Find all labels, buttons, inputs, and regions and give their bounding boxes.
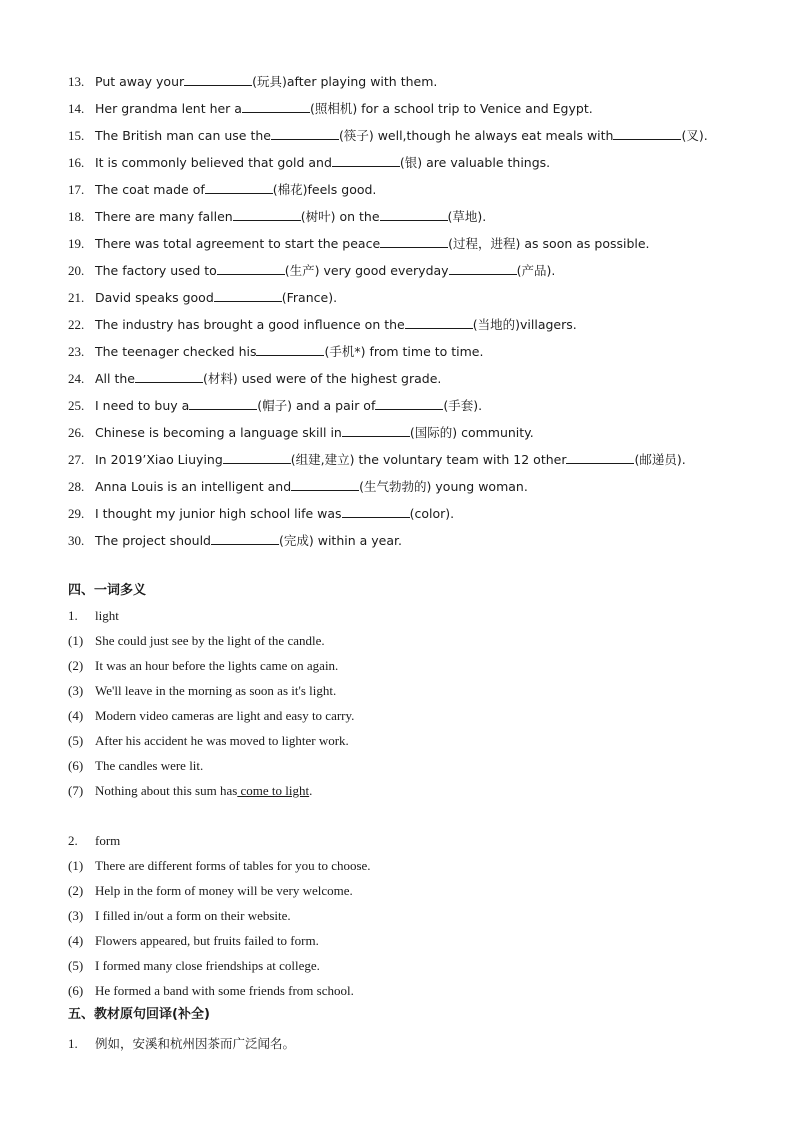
- question-number: 19.: [68, 236, 85, 251]
- question-line: [68, 531, 402, 549]
- item-text: .: [309, 783, 313, 798]
- item-number: (7): [68, 783, 84, 798]
- item-number: (2): [68, 658, 84, 673]
- example-sentence: [68, 757, 203, 775]
- example-sentence: [68, 682, 336, 700]
- question-text: I need to buy a: [95, 398, 190, 413]
- item-text: He formed a band with some friends from school.: [95, 983, 354, 998]
- question-text: Put away your: [95, 74, 185, 89]
- question-line: [68, 99, 593, 117]
- item-number: 1.: [68, 608, 78, 623]
- question-line: [68, 288, 337, 306]
- item-text: I filled in/out a form on their website.: [95, 908, 291, 923]
- question-text: (手机*) from time to time.: [324, 344, 484, 359]
- question-text: (过程，进程) as soon as possible.: [448, 236, 650, 251]
- translation-item: [68, 1035, 295, 1053]
- example-sentence: [68, 882, 353, 900]
- question-line: [68, 72, 437, 90]
- example-sentence: [68, 632, 325, 650]
- question-number: 29.: [68, 506, 85, 521]
- vocab-word: [68, 607, 119, 625]
- item-text: The candles were lit.: [95, 758, 204, 773]
- item-number: 1.: [68, 1036, 78, 1051]
- question-text: (生气勃勃的) young woman.: [359, 479, 528, 494]
- item-text: Flowers appeared, but fruits failed to form.: [95, 933, 319, 948]
- item-number: 2.: [68, 833, 78, 848]
- item-number: (1): [68, 633, 84, 648]
- question-line: [68, 369, 441, 387]
- item-text: I formed many close friendships at college.: [95, 958, 320, 973]
- item-number: (2): [68, 883, 84, 898]
- example-sentence: [68, 707, 354, 725]
- example-sentence: [68, 732, 349, 750]
- question-text: The British man can use the: [95, 128, 271, 143]
- example-sentence: [68, 782, 312, 800]
- answer-blank[interactable]: [342, 504, 410, 518]
- example-sentence: [68, 932, 319, 950]
- question-text: David speaks good: [95, 290, 214, 305]
- item-text: 例如，安溪和杭州因茶而广泛闻名。: [95, 1036, 296, 1051]
- question-number: 26.: [68, 425, 85, 440]
- answer-blank[interactable]: [449, 261, 517, 275]
- question-line: [68, 504, 454, 522]
- question-text: (玩具)after playing with them.: [252, 74, 438, 89]
- question-text: Her grandma lent her a: [95, 101, 242, 116]
- question-text: (产品).: [516, 263, 556, 278]
- item-text: Modern video cameras are light and easy to carry.: [95, 708, 355, 723]
- question-text: The teenager checked his: [95, 344, 257, 359]
- item-number: (3): [68, 683, 84, 698]
- example-sentence: [68, 982, 354, 1000]
- item-number: (1): [68, 858, 84, 873]
- question-number: 22.: [68, 317, 85, 332]
- answer-blank[interactable]: [613, 126, 681, 140]
- question-number: 28.: [68, 479, 85, 494]
- answer-blank[interactable]: [332, 153, 400, 167]
- question-number: 14.: [68, 101, 85, 116]
- question-line: [68, 153, 550, 171]
- answer-blank[interactable]: [211, 531, 279, 545]
- question-line: [68, 423, 534, 441]
- section-heading: 五、教材原句回译(补全): [68, 1007, 210, 1022]
- question-number: 25.: [68, 398, 85, 413]
- question-text: (草地).: [447, 209, 487, 224]
- question-text: Chinese is becoming a language skill in: [95, 425, 342, 440]
- item-text: light: [95, 608, 119, 623]
- item-number: (4): [68, 708, 84, 723]
- item-number: (4): [68, 933, 84, 948]
- question-text: The coat made of: [95, 182, 205, 197]
- question-text: The factory used to: [95, 263, 217, 278]
- question-text: (完成) within a year.: [279, 533, 402, 548]
- vocab-word: [68, 832, 120, 850]
- item-text: It was an hour before the lights came on again.: [95, 658, 339, 673]
- answer-blank[interactable]: [217, 261, 285, 275]
- question-number: 17.: [68, 182, 85, 197]
- question-text: Anna Louis is an intelligent and: [95, 479, 292, 494]
- question-number: 21.: [68, 290, 85, 305]
- answer-blank[interactable]: [566, 450, 634, 464]
- question-number: 30.: [68, 533, 85, 548]
- question-text: (邮递员).: [634, 452, 686, 467]
- example-sentence: [68, 657, 338, 675]
- question-line: [68, 126, 708, 144]
- answer-blank[interactable]: [242, 99, 310, 113]
- question-line: [68, 234, 650, 252]
- question-text: The industry has brought a good influence on the: [95, 317, 405, 332]
- question-text: (国际的) community.: [409, 425, 534, 440]
- answer-blank[interactable]: [380, 207, 448, 221]
- item-text: Nothing about this sum has: [95, 783, 238, 798]
- question-text: (当地的)villagers.: [472, 317, 577, 332]
- item-number: (5): [68, 733, 84, 748]
- question-line: [68, 342, 483, 360]
- question-number: 16.: [68, 155, 85, 170]
- question-number: 27.: [68, 452, 85, 467]
- item-number: (5): [68, 958, 84, 973]
- question-text: (材料) used were of the highest grade.: [202, 371, 442, 386]
- item-text: We'll leave in the morning as soon as it's light.: [95, 683, 337, 698]
- question-line: [68, 477, 528, 495]
- question-number: 24.: [68, 371, 85, 386]
- question-text: (生产) very good everyday: [284, 263, 449, 278]
- item-text: There are different forms of tables for you to choose.: [95, 858, 371, 873]
- question-text: (照相机) for a school trip to Venice and Egypt.: [309, 101, 593, 116]
- answer-blank[interactable]: [233, 207, 301, 221]
- question-line: [68, 261, 555, 279]
- question-line: [68, 396, 482, 414]
- question-line: [68, 450, 686, 468]
- question-number: 20.: [68, 263, 85, 278]
- item-text: Help in the form of money will be very welcome.: [95, 883, 353, 898]
- question-text: (color).: [409, 506, 455, 521]
- question-line: [68, 180, 376, 198]
- answer-blank[interactable]: [271, 126, 339, 140]
- question-text: All the: [95, 371, 135, 386]
- question-text: (组建,建立) the voluntary team with 12 other: [290, 452, 567, 467]
- question-line: [68, 315, 577, 333]
- question-text: I thought my junior high school life was: [95, 506, 342, 521]
- answer-blank[interactable]: [342, 423, 410, 437]
- example-sentence: [68, 957, 320, 975]
- question-text: (手套).: [443, 398, 483, 413]
- question-number: 18.: [68, 209, 85, 224]
- question-text: (叉).: [681, 128, 708, 143]
- question-text: (银) are valuable things.: [399, 155, 551, 170]
- question-text: (树叶) on the: [300, 209, 380, 224]
- item-text: form: [95, 833, 121, 848]
- answer-blank[interactable]: [205, 180, 273, 194]
- item-number: (6): [68, 983, 84, 998]
- question-text: (筷子) well,though he always eat meals with: [338, 128, 614, 143]
- answer-blank[interactable]: [291, 477, 359, 491]
- answer-blank[interactable]: [214, 288, 282, 302]
- item-number: (3): [68, 908, 84, 923]
- item-text: After his accident he was moved to lighter work.: [95, 733, 349, 748]
- section-heading: 四、一词多义: [68, 583, 147, 598]
- question-line: [68, 207, 486, 225]
- answer-blank[interactable]: [189, 396, 257, 410]
- example-sentence: [68, 857, 371, 875]
- answer-blank[interactable]: [184, 72, 252, 86]
- answer-blank[interactable]: [135, 369, 203, 383]
- answer-blank[interactable]: [256, 342, 324, 356]
- example-sentence: [68, 907, 291, 925]
- question-text: In 2019’Xiao Liuying: [95, 452, 223, 467]
- answer-blank[interactable]: [380, 234, 448, 248]
- item-text: She could just see by the light of the candle.: [95, 633, 325, 648]
- question-text: (France).: [281, 290, 338, 305]
- question-number: 23.: [68, 344, 85, 359]
- question-number: 13.: [68, 74, 85, 89]
- item-number: (6): [68, 758, 84, 773]
- answer-blank[interactable]: [405, 315, 473, 329]
- underlined-phrase: come to light: [237, 783, 310, 798]
- question-number: 15.: [68, 128, 85, 143]
- answer-blank[interactable]: [223, 450, 291, 464]
- question-text: There was total agreement to start the peace: [95, 236, 381, 251]
- question-text: It is commonly believed that gold and: [95, 155, 332, 170]
- question-text: There are many fallen: [95, 209, 233, 224]
- question-text: (帽子) and a pair of: [257, 398, 376, 413]
- question-text: (棉花)feels good.: [272, 182, 377, 197]
- answer-blank[interactable]: [375, 396, 443, 410]
- question-text: The project should: [95, 533, 211, 548]
